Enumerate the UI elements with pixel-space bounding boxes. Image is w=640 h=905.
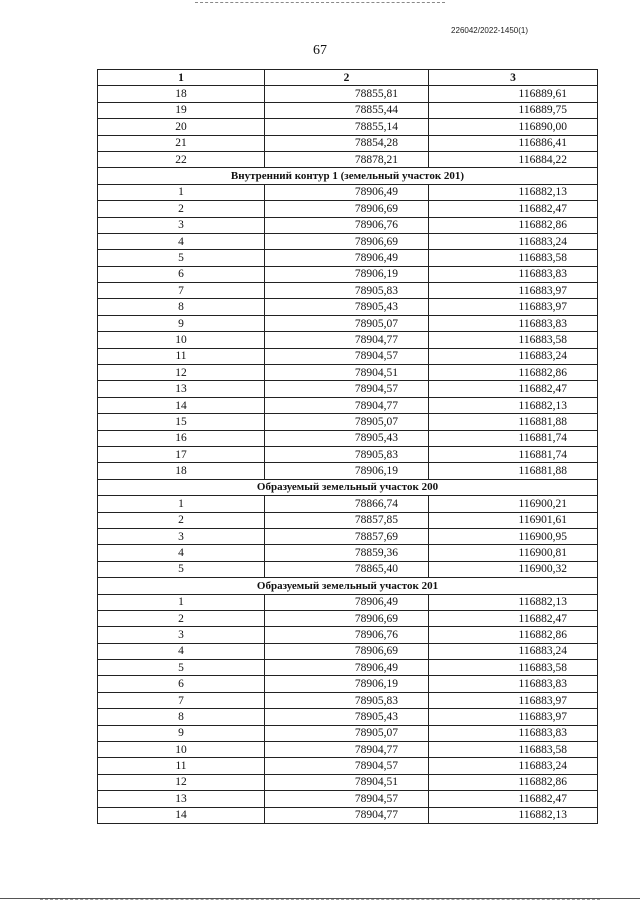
y-coordinate-cell: 116882,47 bbox=[429, 381, 598, 397]
x-coordinate-cell: 78905,43 bbox=[265, 299, 429, 315]
table-row bbox=[98, 217, 598, 233]
x-coordinate-cell: 78855,44 bbox=[265, 102, 429, 118]
x-coordinate-cell: 78866,74 bbox=[265, 496, 429, 512]
table-row bbox=[98, 594, 598, 610]
table-row bbox=[98, 627, 598, 643]
point-number-cell: 14 bbox=[98, 807, 265, 823]
table-row bbox=[98, 512, 598, 528]
table-row bbox=[98, 463, 598, 479]
y-coordinate-cell: 116884,22 bbox=[429, 151, 598, 167]
x-coordinate-cell: 78865,40 bbox=[265, 561, 429, 577]
table-row bbox=[98, 807, 598, 823]
table-row bbox=[98, 643, 598, 659]
table-row bbox=[98, 561, 598, 577]
y-coordinate-cell: 116882,47 bbox=[429, 201, 598, 217]
point-number-cell: 3 bbox=[98, 627, 265, 643]
table-row bbox=[98, 201, 598, 217]
column-header-point: 1 bbox=[98, 70, 265, 86]
y-coordinate-cell: 116882,47 bbox=[429, 791, 598, 807]
table-row bbox=[98, 348, 598, 364]
x-coordinate-cell: 78906,49 bbox=[265, 250, 429, 266]
point-number-cell: 15 bbox=[98, 414, 265, 430]
table-row bbox=[98, 135, 598, 151]
table-row bbox=[98, 119, 598, 135]
table-row bbox=[98, 528, 598, 544]
y-coordinate-cell: 116900,21 bbox=[429, 496, 598, 512]
point-number-cell: 21 bbox=[98, 135, 265, 151]
x-coordinate-cell: 78854,28 bbox=[265, 135, 429, 151]
x-coordinate-cell: 78905,43 bbox=[265, 709, 429, 725]
x-coordinate-cell: 78904,77 bbox=[265, 397, 429, 413]
table-header-row bbox=[98, 70, 598, 86]
point-number-cell: 20 bbox=[98, 119, 265, 135]
point-number-cell: 12 bbox=[98, 774, 265, 790]
table-row bbox=[98, 365, 598, 381]
point-number-cell: 14 bbox=[98, 397, 265, 413]
x-coordinate-cell: 78904,77 bbox=[265, 332, 429, 348]
y-coordinate-cell: 116883,24 bbox=[429, 348, 598, 364]
table-row bbox=[98, 709, 598, 725]
y-coordinate-cell: 116900,32 bbox=[429, 561, 598, 577]
x-coordinate-cell: 78904,51 bbox=[265, 774, 429, 790]
point-number-cell: 13 bbox=[98, 791, 265, 807]
column-header-y: 3 bbox=[429, 70, 598, 86]
x-coordinate-cell: 78859,36 bbox=[265, 545, 429, 561]
x-coordinate-cell: 78906,19 bbox=[265, 266, 429, 282]
point-number-cell: 1 bbox=[98, 184, 265, 200]
table-row bbox=[98, 283, 598, 299]
table-body bbox=[98, 86, 598, 824]
table-row bbox=[98, 102, 598, 118]
y-coordinate-cell: 116881,74 bbox=[429, 446, 598, 462]
point-number-cell: 6 bbox=[98, 266, 265, 282]
point-number-cell: 13 bbox=[98, 381, 265, 397]
y-coordinate-cell: 116883,58 bbox=[429, 332, 598, 348]
y-coordinate-cell: 116881,88 bbox=[429, 414, 598, 430]
section-row bbox=[98, 168, 598, 184]
table-row bbox=[98, 725, 598, 741]
point-number-cell: 9 bbox=[98, 725, 265, 741]
y-coordinate-cell: 116883,58 bbox=[429, 742, 598, 758]
point-number-cell: 3 bbox=[98, 528, 265, 544]
table-row bbox=[98, 315, 598, 331]
y-coordinate-cell: 116882,86 bbox=[429, 217, 598, 233]
point-number-cell: 5 bbox=[98, 250, 265, 266]
section-title: Образуемый земельный участок 200 bbox=[98, 479, 598, 495]
y-coordinate-cell: 116882,13 bbox=[429, 184, 598, 200]
y-coordinate-cell: 116883,97 bbox=[429, 299, 598, 315]
bottom-scan-dash bbox=[40, 899, 600, 900]
y-coordinate-cell: 116883,97 bbox=[429, 709, 598, 725]
y-coordinate-cell: 116883,58 bbox=[429, 250, 598, 266]
table-row bbox=[98, 496, 598, 512]
y-coordinate-cell: 116883,83 bbox=[429, 315, 598, 331]
table-row bbox=[98, 250, 598, 266]
section-row bbox=[98, 479, 598, 495]
section-row bbox=[98, 578, 598, 594]
table-row bbox=[98, 381, 598, 397]
x-coordinate-cell: 78906,49 bbox=[265, 184, 429, 200]
point-number-cell: 7 bbox=[98, 283, 265, 299]
x-coordinate-cell: 78904,57 bbox=[265, 758, 429, 774]
table-row bbox=[98, 791, 598, 807]
y-coordinate-cell: 116883,97 bbox=[429, 283, 598, 299]
y-coordinate-cell: 116882,86 bbox=[429, 365, 598, 381]
point-number-cell: 2 bbox=[98, 512, 265, 528]
table-row bbox=[98, 86, 598, 102]
point-number-cell: 17 bbox=[98, 446, 265, 462]
section-title: Образуемый земельный участок 201 bbox=[98, 578, 598, 594]
x-coordinate-cell: 78855,14 bbox=[265, 119, 429, 135]
y-coordinate-cell: 116881,74 bbox=[429, 430, 598, 446]
y-coordinate-cell: 116901,61 bbox=[429, 512, 598, 528]
y-coordinate-cell: 116883,24 bbox=[429, 758, 598, 774]
point-number-cell: 7 bbox=[98, 692, 265, 708]
table-row bbox=[98, 430, 598, 446]
x-coordinate-cell: 78904,77 bbox=[265, 742, 429, 758]
table-row bbox=[98, 266, 598, 282]
table-row bbox=[98, 692, 598, 708]
x-coordinate-cell: 78904,57 bbox=[265, 348, 429, 364]
table-row bbox=[98, 610, 598, 626]
x-coordinate-cell: 78857,85 bbox=[265, 512, 429, 528]
point-number-cell: 1 bbox=[98, 496, 265, 512]
point-number-cell: 11 bbox=[98, 758, 265, 774]
y-coordinate-cell: 116900,81 bbox=[429, 545, 598, 561]
x-coordinate-cell: 78904,51 bbox=[265, 365, 429, 381]
y-coordinate-cell: 116900,95 bbox=[429, 528, 598, 544]
x-coordinate-cell: 78905,07 bbox=[265, 315, 429, 331]
point-number-cell: 2 bbox=[98, 610, 265, 626]
point-number-cell: 10 bbox=[98, 332, 265, 348]
y-coordinate-cell: 116882,86 bbox=[429, 774, 598, 790]
table-row bbox=[98, 397, 598, 413]
y-coordinate-cell: 116889,75 bbox=[429, 102, 598, 118]
table-row bbox=[98, 151, 598, 167]
point-number-cell: 5 bbox=[98, 660, 265, 676]
y-coordinate-cell: 116883,83 bbox=[429, 676, 598, 692]
point-number-cell: 6 bbox=[98, 676, 265, 692]
table-row bbox=[98, 660, 598, 676]
y-coordinate-cell: 116882,13 bbox=[429, 594, 598, 610]
point-number-cell: 18 bbox=[98, 86, 265, 102]
y-coordinate-cell: 116882,86 bbox=[429, 627, 598, 643]
point-number-cell: 5 bbox=[98, 561, 265, 577]
page-number: 67 bbox=[313, 43, 327, 58]
x-coordinate-cell: 78878,21 bbox=[265, 151, 429, 167]
x-coordinate-cell: 78906,69 bbox=[265, 610, 429, 626]
table-row bbox=[98, 332, 598, 348]
x-coordinate-cell: 78906,19 bbox=[265, 676, 429, 692]
y-coordinate-cell: 116886,41 bbox=[429, 135, 598, 151]
point-number-cell: 9 bbox=[98, 315, 265, 331]
x-coordinate-cell: 78855,81 bbox=[265, 86, 429, 102]
x-coordinate-cell: 78906,69 bbox=[265, 201, 429, 217]
y-coordinate-cell: 116889,61 bbox=[429, 86, 598, 102]
point-number-cell: 11 bbox=[98, 348, 265, 364]
x-coordinate-cell: 78906,76 bbox=[265, 627, 429, 643]
point-number-cell: 16 bbox=[98, 430, 265, 446]
y-coordinate-cell: 116882,13 bbox=[429, 397, 598, 413]
point-number-cell: 10 bbox=[98, 742, 265, 758]
x-coordinate-cell: 78905,83 bbox=[265, 446, 429, 462]
table-row bbox=[98, 299, 598, 315]
table-row bbox=[98, 233, 598, 249]
x-coordinate-cell: 78906,69 bbox=[265, 643, 429, 659]
table-row bbox=[98, 774, 598, 790]
y-coordinate-cell: 116883,83 bbox=[429, 725, 598, 741]
point-number-cell: 3 bbox=[98, 217, 265, 233]
table-row bbox=[98, 184, 598, 200]
point-number-cell: 4 bbox=[98, 643, 265, 659]
table-row bbox=[98, 446, 598, 462]
point-number-cell: 22 bbox=[98, 151, 265, 167]
point-number-cell: 8 bbox=[98, 709, 265, 725]
y-coordinate-cell: 116882,13 bbox=[429, 807, 598, 823]
x-coordinate-cell: 78905,83 bbox=[265, 283, 429, 299]
top-scan-line bbox=[195, 2, 445, 3]
x-coordinate-cell: 78905,07 bbox=[265, 414, 429, 430]
point-number-cell: 2 bbox=[98, 201, 265, 217]
y-coordinate-cell: 116883,24 bbox=[429, 643, 598, 659]
y-coordinate-cell: 116883,58 bbox=[429, 660, 598, 676]
x-coordinate-cell: 78906,69 bbox=[265, 233, 429, 249]
y-coordinate-cell: 116883,24 bbox=[429, 233, 598, 249]
point-number-cell: 18 bbox=[98, 463, 265, 479]
point-number-cell: 19 bbox=[98, 102, 265, 118]
y-coordinate-cell: 116881,88 bbox=[429, 463, 598, 479]
x-coordinate-cell: 78905,83 bbox=[265, 692, 429, 708]
x-coordinate-cell: 78857,69 bbox=[265, 528, 429, 544]
table-row bbox=[98, 414, 598, 430]
table-row bbox=[98, 742, 598, 758]
x-coordinate-cell: 78906,76 bbox=[265, 217, 429, 233]
x-coordinate-cell: 78904,77 bbox=[265, 807, 429, 823]
section-title: Внутренний контур 1 (земельный участок 201) bbox=[98, 168, 598, 184]
point-number-cell: 12 bbox=[98, 365, 265, 381]
document-number: 226042/2022-1450(1) bbox=[451, 26, 528, 35]
x-coordinate-cell: 78906,49 bbox=[265, 594, 429, 610]
point-number-cell: 8 bbox=[98, 299, 265, 315]
table-row bbox=[98, 676, 598, 692]
column-header-x: 2 bbox=[265, 70, 429, 86]
y-coordinate-cell: 116883,83 bbox=[429, 266, 598, 282]
table-row bbox=[98, 545, 598, 561]
y-coordinate-cell: 116882,47 bbox=[429, 610, 598, 626]
point-number-cell: 4 bbox=[98, 545, 265, 561]
x-coordinate-cell: 78904,57 bbox=[265, 381, 429, 397]
x-coordinate-cell: 78905,07 bbox=[265, 725, 429, 741]
y-coordinate-cell: 116883,97 bbox=[429, 692, 598, 708]
table-row bbox=[98, 758, 598, 774]
point-number-cell: 4 bbox=[98, 233, 265, 249]
x-coordinate-cell: 78906,49 bbox=[265, 660, 429, 676]
point-number-cell: 1 bbox=[98, 594, 265, 610]
y-coordinate-cell: 116890,00 bbox=[429, 119, 598, 135]
coordinates-table bbox=[97, 69, 598, 824]
x-coordinate-cell: 78904,57 bbox=[265, 791, 429, 807]
x-coordinate-cell: 78905,43 bbox=[265, 430, 429, 446]
x-coordinate-cell: 78906,19 bbox=[265, 463, 429, 479]
